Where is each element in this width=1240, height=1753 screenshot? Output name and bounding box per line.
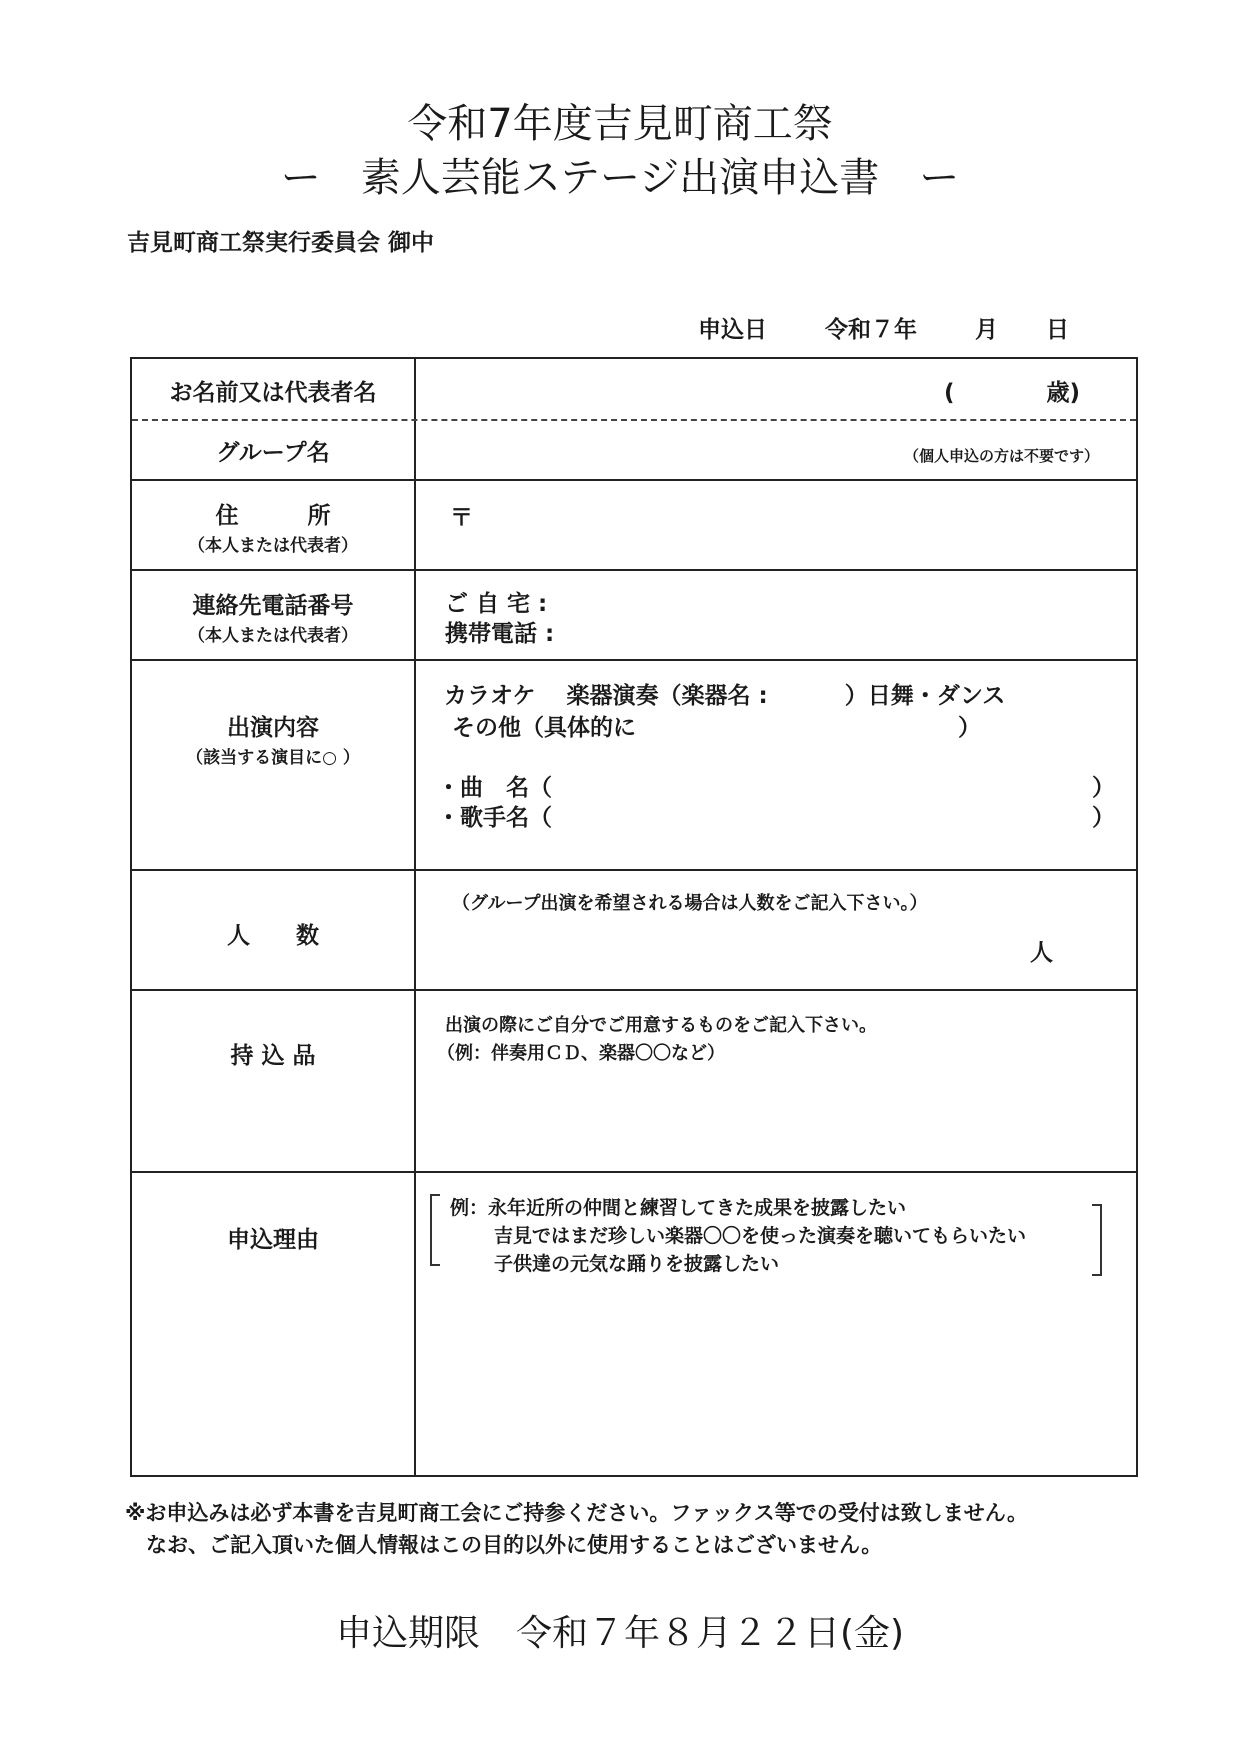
people-count-note: （グループ出演を希望される場合は人数をご記入下さい。） (452, 893, 928, 914)
singer-close-paren: ） (1092, 805, 1115, 831)
submission-note (125, 1497, 1028, 1561)
group-name-label: グループ名 (216, 440, 330, 466)
home-phone-field[interactable]: ご 自 宅 : (445, 591, 548, 617)
items-example: （例：伴奏用ＣＤ、楽器〇〇など） (437, 1043, 725, 1064)
reason-label: 申込理由 (227, 1227, 319, 1253)
date-month: 月 (975, 317, 999, 343)
left-bracket (430, 1194, 440, 1266)
phone-label: 連絡先電話番号 (192, 593, 354, 619)
row-divider (132, 989, 1136, 991)
date-era-year: 令和７年 (825, 317, 918, 343)
date-label: 申込日 (698, 317, 768, 343)
reason-example-2: 吉見ではまだ珍しい楽器〇〇を使った演奏を聴いてもらいたい (494, 1225, 1027, 1247)
application-date (682, 285, 1069, 344)
singer-field[interactable]: ・歌手名（ (437, 805, 552, 831)
address-label: 住 所 (215, 503, 331, 529)
items-note: 出演の際にご自分でご用意するものをご記入下さい。 (445, 1015, 877, 1036)
song-close-paren: ） (1092, 775, 1115, 801)
reason-example-3: 子供達の元気な踊りを披露したい (494, 1253, 780, 1275)
name-label: お名前又は代表者名 (169, 380, 377, 406)
reason-example-1: 例：永年近所の仲間と練習してきた成果を披露したい (450, 1197, 907, 1219)
date-day: 日 (1046, 317, 1070, 343)
performance-options-line2[interactable]: その他（具体的に ） (444, 715, 982, 741)
song-title-field[interactable]: ・曲 名（ (437, 775, 552, 801)
column-divider (414, 359, 416, 1475)
row-divider (132, 569, 1136, 571)
form-title: 令和7年度吉見町商工祭 (407, 101, 833, 147)
application-deadline: 申込期限 令和７年８月２２日(金) (335, 1613, 905, 1654)
row-divider (132, 479, 1136, 481)
phone-sublabel: （本人または代表者） (188, 626, 358, 646)
note-line-1: ※お申込みは必ず本書を吉見町商工会にご持参ください。ファックス等での受付は致しません。 (125, 1501, 1029, 1525)
dashed-divider (132, 419, 1136, 421)
form-subtitle: ー 素人芸能ステージ出演申込書 ー (280, 155, 960, 201)
performance-options-line1[interactable]: カラオケ 楽器演奏（楽器名 : ）日舞・ダンス (444, 683, 1006, 709)
addressee: 吉見町商工祭実行委員会 御中 (127, 230, 435, 256)
note-line-2: なお、ご記入頂いた個人情報はこの目的以外に使用することはございません。 (125, 1533, 883, 1557)
row-divider (132, 869, 1136, 871)
row-divider (132, 1171, 1136, 1173)
items-label: 持 込 品 (230, 1043, 316, 1069)
mobile-phone-field[interactable]: 携帯電話 : (445, 621, 555, 647)
group-name-note: （個人申込の方は不要です） (904, 447, 1100, 465)
row-divider (132, 659, 1136, 661)
performance-content-sublabel: （該当する演目に○ ） (186, 748, 360, 768)
performance-content-label: 出演内容 (227, 715, 319, 741)
people-unit[interactable]: 人 (1030, 940, 1053, 966)
address-sublabel: （本人または代表者） (188, 536, 358, 556)
age-field[interactable]: ( 歳) (944, 380, 1081, 406)
postal-mark[interactable]: 〒 (450, 505, 473, 531)
people-count-label: 人 数 (227, 923, 319, 949)
right-bracket (1092, 1204, 1102, 1276)
application-form-table (130, 357, 1138, 1477)
